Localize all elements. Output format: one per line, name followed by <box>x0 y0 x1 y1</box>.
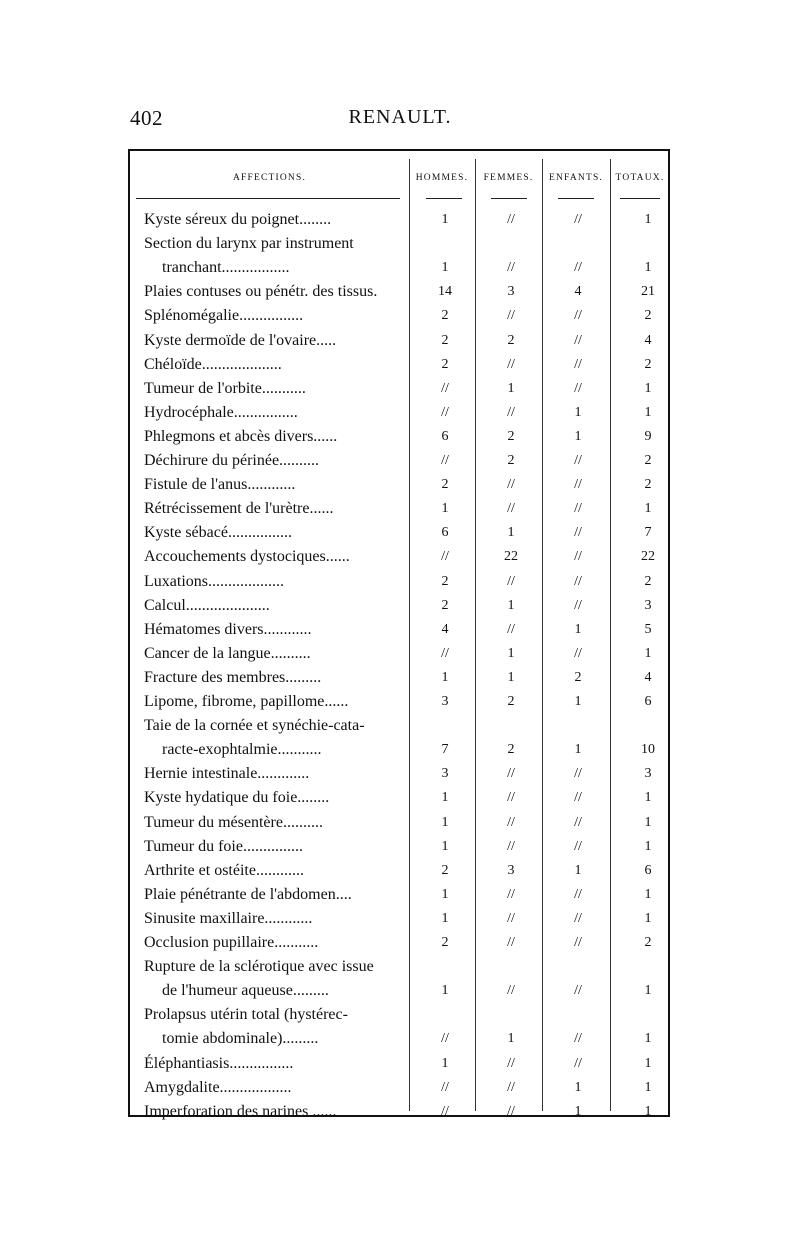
affection-label: Fistule de l'anus............ <box>144 476 296 494</box>
affection-label: Kyste séreux du poignet........ <box>144 211 332 228</box>
cell-femmes: 2 <box>507 332 515 348</box>
affection-label: Plaie pénétrante de l'abdomen.... <box>144 885 352 903</box>
table-row <box>130 329 668 353</box>
cell-hommes: 1 <box>441 886 449 902</box>
cell-totaux: 4 <box>644 669 652 685</box>
table-row <box>130 497 668 521</box>
cell-enfants: // <box>574 1031 582 1047</box>
affection-label: tomie abdominale)......... <box>162 1030 319 1048</box>
cell-enfants: 1 <box>574 1103 582 1119</box>
affection-label: Splénomégalie................ <box>144 307 304 325</box>
cell-hommes: 3 <box>441 766 449 782</box>
cell-enfants: // <box>574 260 582 276</box>
table-row <box>130 304 668 328</box>
cell-femmes: 3 <box>507 284 515 300</box>
cell-femmes: // <box>507 838 515 854</box>
affection-label: Luxations................... <box>144 572 284 590</box>
table-header <box>130 161 668 191</box>
header-femmes: FEMMES. <box>483 173 534 183</box>
affection-label: Hydrocéphale................ <box>144 403 298 421</box>
cell-hommes: 1 <box>441 790 449 806</box>
cell-hommes: 1 <box>441 1055 449 1071</box>
cell-hommes: 2 <box>441 862 449 878</box>
table-row <box>130 521 668 545</box>
cell-femmes: // <box>507 501 515 517</box>
cell-hommes: 1 <box>441 910 449 926</box>
cell-femmes: 3 <box>507 862 515 878</box>
cell-enfants: // <box>574 886 582 902</box>
table-row <box>130 786 668 810</box>
table-row <box>130 449 668 473</box>
statistics-table <box>128 149 670 1120</box>
table-row <box>130 208 668 232</box>
cell-enfants: 1 <box>574 694 582 709</box>
table-row <box>130 883 668 907</box>
cell-hommes: 1 <box>441 983 449 999</box>
cell-femmes: // <box>507 1103 515 1119</box>
cell-totaux: 2 <box>644 453 652 468</box>
cell-enfants: 1 <box>574 862 582 878</box>
cell-femmes: // <box>507 477 515 493</box>
header-rule <box>426 198 462 199</box>
affection-label: Tumeur de l'orbite........... <box>144 379 306 397</box>
cell-hommes: 2 <box>441 356 449 372</box>
affection-label: Éléphantiasis................ <box>144 1054 294 1072</box>
affection-label: Sinusite maxillaire............ <box>144 909 313 927</box>
cell-enfants: // <box>574 477 582 493</box>
table-row <box>130 377 668 401</box>
cell-femmes: 1 <box>507 597 515 613</box>
cell-hommes: // <box>441 1103 449 1119</box>
cell-hommes: 1 <box>441 501 449 517</box>
cell-femmes: // <box>507 1055 515 1071</box>
cell-enfants: 1 <box>574 621 582 637</box>
affection-label: Rupture de la sclérotique avec issue <box>144 958 374 976</box>
cell-totaux: 2 <box>644 356 652 372</box>
affection-label: Calcul..................... <box>144 596 270 614</box>
cell-enfants: // <box>574 573 582 589</box>
affection-label: Phlegmons et abcès divers...... <box>144 427 338 445</box>
header-rule <box>620 198 660 199</box>
cell-enfants: // <box>574 910 582 926</box>
header-rule <box>558 198 594 199</box>
cell-femmes: 2 <box>507 453 515 468</box>
cell-totaux: 1 <box>644 404 652 420</box>
cell-totaux: 1 <box>644 910 652 926</box>
cell-femmes: // <box>507 621 515 637</box>
affection-label: Occlusion pupillaire........... <box>144 934 319 951</box>
table-row <box>130 931 668 955</box>
cell-totaux: 5 <box>644 621 652 637</box>
cell-enfants: // <box>574 453 582 468</box>
cell-totaux: 6 <box>644 862 652 878</box>
cell-enfants: // <box>574 814 582 830</box>
table-row <box>130 425 668 449</box>
header-rule <box>136 198 400 199</box>
affection-label: Kyste hydatique du foie........ <box>144 789 330 807</box>
cell-femmes: 22 <box>504 549 518 565</box>
cell-femmes: 1 <box>507 645 515 661</box>
cell-enfants: 1 <box>574 1079 582 1095</box>
cell-totaux: 1 <box>644 380 652 396</box>
cell-totaux: 3 <box>644 597 652 613</box>
cell-femmes: 2 <box>507 428 515 444</box>
cell-totaux: 1 <box>644 501 652 517</box>
cell-enfants: // <box>574 1055 582 1071</box>
cell-totaux: 2 <box>644 477 652 493</box>
cell-enfants: 1 <box>574 742 582 758</box>
table-row <box>130 762 668 786</box>
table-row <box>130 835 668 859</box>
page-number: 402 <box>130 106 163 130</box>
table-row <box>130 1100 668 1124</box>
cell-totaux: 1 <box>644 838 652 854</box>
cell-hommes: 1 <box>441 838 449 854</box>
affection-label: Prolapsus utérin total (hystérec- <box>144 1006 348 1024</box>
running-head <box>0 106 800 136</box>
cell-totaux: 9 <box>644 428 652 444</box>
cell-femmes: // <box>507 886 515 902</box>
affection-label: Chéloïde.................... <box>144 355 282 373</box>
header-rule <box>491 198 527 199</box>
cell-enfants: // <box>574 380 582 396</box>
cell-totaux: 3 <box>644 766 652 782</box>
cell-femmes: // <box>507 356 515 372</box>
table-row <box>130 473 668 497</box>
cell-enfants: 2 <box>574 669 582 685</box>
cell-totaux: 2 <box>644 308 652 324</box>
cell-hommes: // <box>441 404 449 420</box>
affection-label: Kyste sébacé................ <box>144 524 292 542</box>
header-affections: AFFECTIONS. <box>232 173 307 183</box>
cell-totaux: 1 <box>644 886 652 902</box>
cell-hommes: 2 <box>441 573 449 589</box>
affection-label: Tumeur du mésentère.......... <box>144 813 323 831</box>
cell-totaux: 1 <box>644 260 652 276</box>
cell-femmes: // <box>507 766 515 782</box>
table-row <box>130 907 668 931</box>
table-row <box>130 594 668 618</box>
cell-totaux: 6 <box>644 694 652 709</box>
table-row <box>130 1003 668 1051</box>
cell-femmes: // <box>507 983 515 999</box>
cell-hommes: 4 <box>441 621 449 637</box>
cell-hommes: 1 <box>441 212 449 227</box>
running-title: RENAULT. <box>348 106 452 128</box>
cell-enfants: 1 <box>574 404 582 420</box>
cell-enfants: // <box>574 597 582 613</box>
cell-hommes: // <box>441 380 449 396</box>
cell-femmes: // <box>507 573 515 589</box>
table-row <box>130 1052 668 1076</box>
affection-label: Tumeur du foie............... <box>144 837 303 855</box>
cell-enfants: // <box>574 766 582 782</box>
table-row <box>130 618 668 642</box>
cell-enfants: // <box>574 935 582 950</box>
affection-label: de l'humeur aqueuse......... <box>162 982 329 1000</box>
cell-femmes: 1 <box>507 669 515 685</box>
cell-hommes: // <box>441 453 449 468</box>
cell-hommes: 14 <box>438 284 452 300</box>
cell-hommes: 1 <box>441 260 449 276</box>
cell-femmes: // <box>507 910 515 926</box>
cell-totaux: 1 <box>644 983 652 999</box>
cell-totaux: 1 <box>644 814 652 830</box>
cell-totaux: 1 <box>644 1055 652 1071</box>
cell-enfants: // <box>574 212 582 227</box>
table-row <box>130 1076 668 1100</box>
cell-hommes: // <box>441 1031 449 1047</box>
cell-totaux: 1 <box>644 645 652 661</box>
cell-femmes: 2 <box>507 742 515 758</box>
affection-label: Taie de la cornée et synéchie-cata- <box>144 717 365 735</box>
cell-hommes: // <box>441 645 449 661</box>
cell-hommes: // <box>441 1079 449 1095</box>
affection-label: Hernie intestinale............. <box>144 765 310 783</box>
cell-totaux: 4 <box>644 332 652 348</box>
cell-femmes: // <box>507 814 515 830</box>
cell-femmes: // <box>507 935 515 950</box>
header-enfants: ENFANTS. <box>548 173 604 183</box>
cell-femmes: 2 <box>507 694 515 709</box>
cell-femmes: // <box>507 212 515 227</box>
affection-label: Section du larynx par instrument <box>144 235 354 253</box>
affection-label: Cancer de la langue.......... <box>144 644 311 662</box>
header-hommes: HOMMES. <box>415 173 469 183</box>
cell-enfants: 1 <box>574 428 582 444</box>
table-row <box>130 280 668 304</box>
cell-totaux: 1 <box>644 212 652 227</box>
cell-totaux: 2 <box>644 935 652 950</box>
affection-label: Amygdalite.................. <box>144 1078 292 1096</box>
cell-enfants: // <box>574 501 582 517</box>
cell-femmes: // <box>507 1079 515 1095</box>
affection-label: Fracture des membres......... <box>144 668 322 686</box>
cell-totaux: 1 <box>644 1079 652 1095</box>
affection-label: Déchirure du périnée.......... <box>144 452 320 469</box>
cell-totaux: 21 <box>641 284 655 300</box>
cell-hommes: 6 <box>441 525 449 541</box>
cell-femmes: // <box>507 790 515 806</box>
cell-enfants: // <box>574 645 582 661</box>
affection-label: Imperforation des narines ...... <box>144 1102 337 1120</box>
cell-femmes: // <box>507 404 515 420</box>
cell-hommes: 2 <box>441 597 449 613</box>
affection-label: Lipome, fibrome, papillome...... <box>144 693 349 710</box>
affection-label: Hématomes divers............ <box>144 620 312 638</box>
table-row <box>130 690 668 714</box>
cell-femmes: 1 <box>507 1031 515 1047</box>
table-row <box>130 401 668 425</box>
cell-enfants: // <box>574 790 582 806</box>
affection-label: tranchant................. <box>162 259 290 277</box>
cell-hommes: 2 <box>441 332 449 348</box>
table-row <box>130 570 668 594</box>
affection-label: Arthrite et ostéite............ <box>144 861 304 879</box>
cell-enfants: // <box>574 838 582 854</box>
cell-hommes: 1 <box>441 669 449 685</box>
cell-totaux: 1 <box>644 1031 652 1047</box>
cell-femmes: // <box>507 260 515 276</box>
affection-label: Accouchements dystociques...... <box>144 548 350 566</box>
cell-hommes: 7 <box>441 742 449 758</box>
table-row <box>130 353 668 377</box>
cell-totaux: 1 <box>644 790 652 806</box>
cell-enfants: // <box>574 549 582 565</box>
table-row <box>130 955 668 1003</box>
table-row <box>130 642 668 666</box>
affection-label: Kyste dermoïde de l'ovaire..... <box>144 331 337 349</box>
table-row <box>130 545 668 569</box>
table-row <box>130 666 668 690</box>
cell-femmes: 1 <box>507 380 515 396</box>
cell-femmes: 1 <box>507 525 515 541</box>
cell-enfants: 4 <box>574 284 582 300</box>
table-row <box>130 859 668 883</box>
cell-enfants: // <box>574 525 582 541</box>
cell-hommes: 1 <box>441 814 449 830</box>
cell-hommes: 2 <box>441 935 449 950</box>
cell-femmes: // <box>507 308 515 324</box>
cell-totaux: 22 <box>641 549 655 565</box>
cell-hommes: 2 <box>441 308 449 324</box>
cell-enfants: // <box>574 332 582 348</box>
cell-totaux: 2 <box>644 573 652 589</box>
cell-hommes: 2 <box>441 477 449 493</box>
cell-totaux: 10 <box>641 742 655 758</box>
table-row <box>130 232 668 280</box>
cell-enfants: // <box>574 356 582 372</box>
table-row <box>130 714 668 762</box>
cell-enfants: // <box>574 308 582 324</box>
cell-hommes: // <box>441 549 449 565</box>
affection-label: racte-exophtalmie........... <box>162 741 322 759</box>
cell-totaux: 7 <box>644 525 652 541</box>
table-row <box>130 811 668 835</box>
affection-label: Plaies contuses ou pénétr. des tissus. <box>144 283 378 301</box>
cell-enfants: // <box>574 983 582 999</box>
cell-hommes: 6 <box>441 428 449 444</box>
cell-hommes: 3 <box>441 694 449 709</box>
header-totaux: TOTAUX. <box>615 173 665 183</box>
cell-totaux: 1 <box>644 1103 652 1119</box>
affection-label: Rétrécissement de l'urètre...... <box>144 500 334 518</box>
